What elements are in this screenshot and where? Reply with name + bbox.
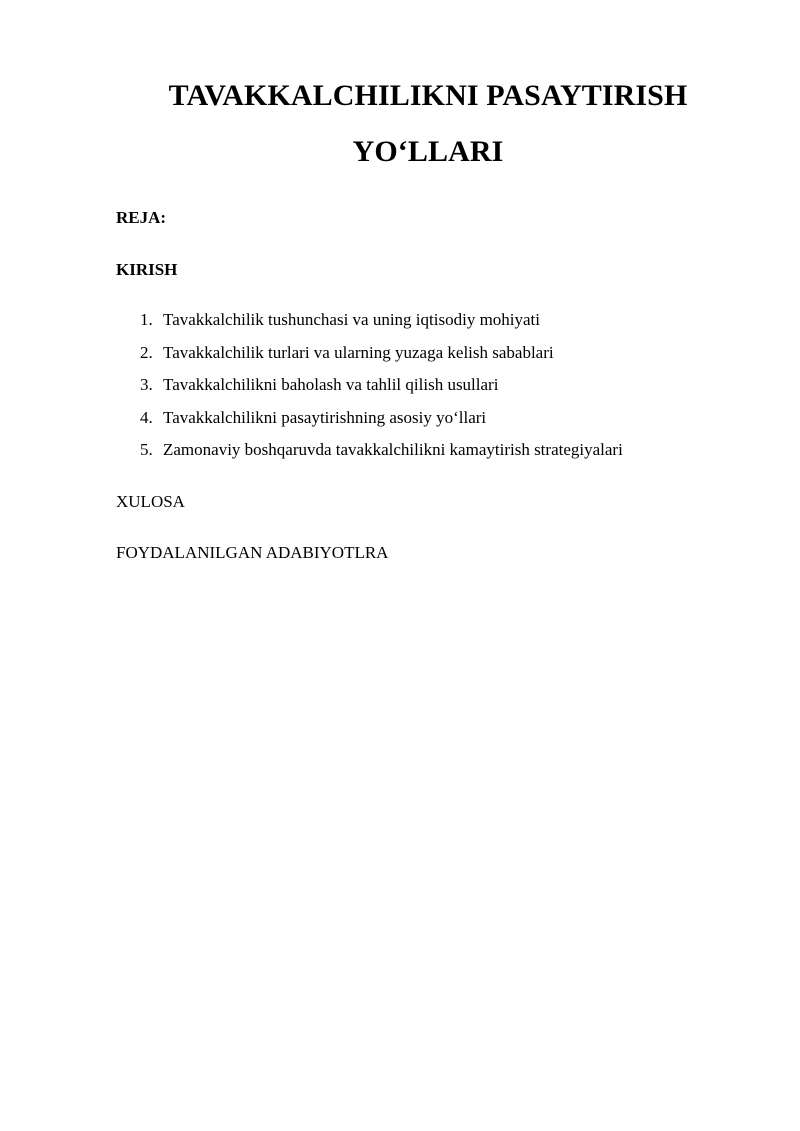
document-title-line-1: TAVAKKALCHILIKNI PASAYTIRISH [168,79,688,112]
plan-item-text: Tavakkalchilik turlari va ularning yuzaga kelish sabablari [163,342,554,362]
plan-item-text: Zamonaviy boshqaruvda tavakkalchilikni kamaytirish strategiyalari [163,440,623,459]
plan-item-number: 4. [140,407,153,427]
plan-heading: REJA: [116,208,167,227]
plan-item-number: 5. [140,440,153,459]
plan-item-number: 3. [140,375,153,394]
plan-item-text: Tavakkalchilik tushunchasi va uning iqtisodiy mohiyati [163,310,541,329]
document-title-line-2: YO‘LLARI [352,135,504,168]
plan-item-text: Tavakkalchilikni baholash va tahlil qilish usullari [163,375,499,394]
conclusion-heading: XULOSA [116,492,185,511]
intro-heading: KIRISH [116,260,178,279]
references-heading: FOYDALANILGAN ADABIYOTLRA [116,543,389,562]
plan-item-number: 1. [140,310,153,329]
plan-item-number: 2. [140,342,153,362]
plan-item-text: Tavakkalchilikni pasaytirishning asosiy yo‘llari [163,407,487,427]
